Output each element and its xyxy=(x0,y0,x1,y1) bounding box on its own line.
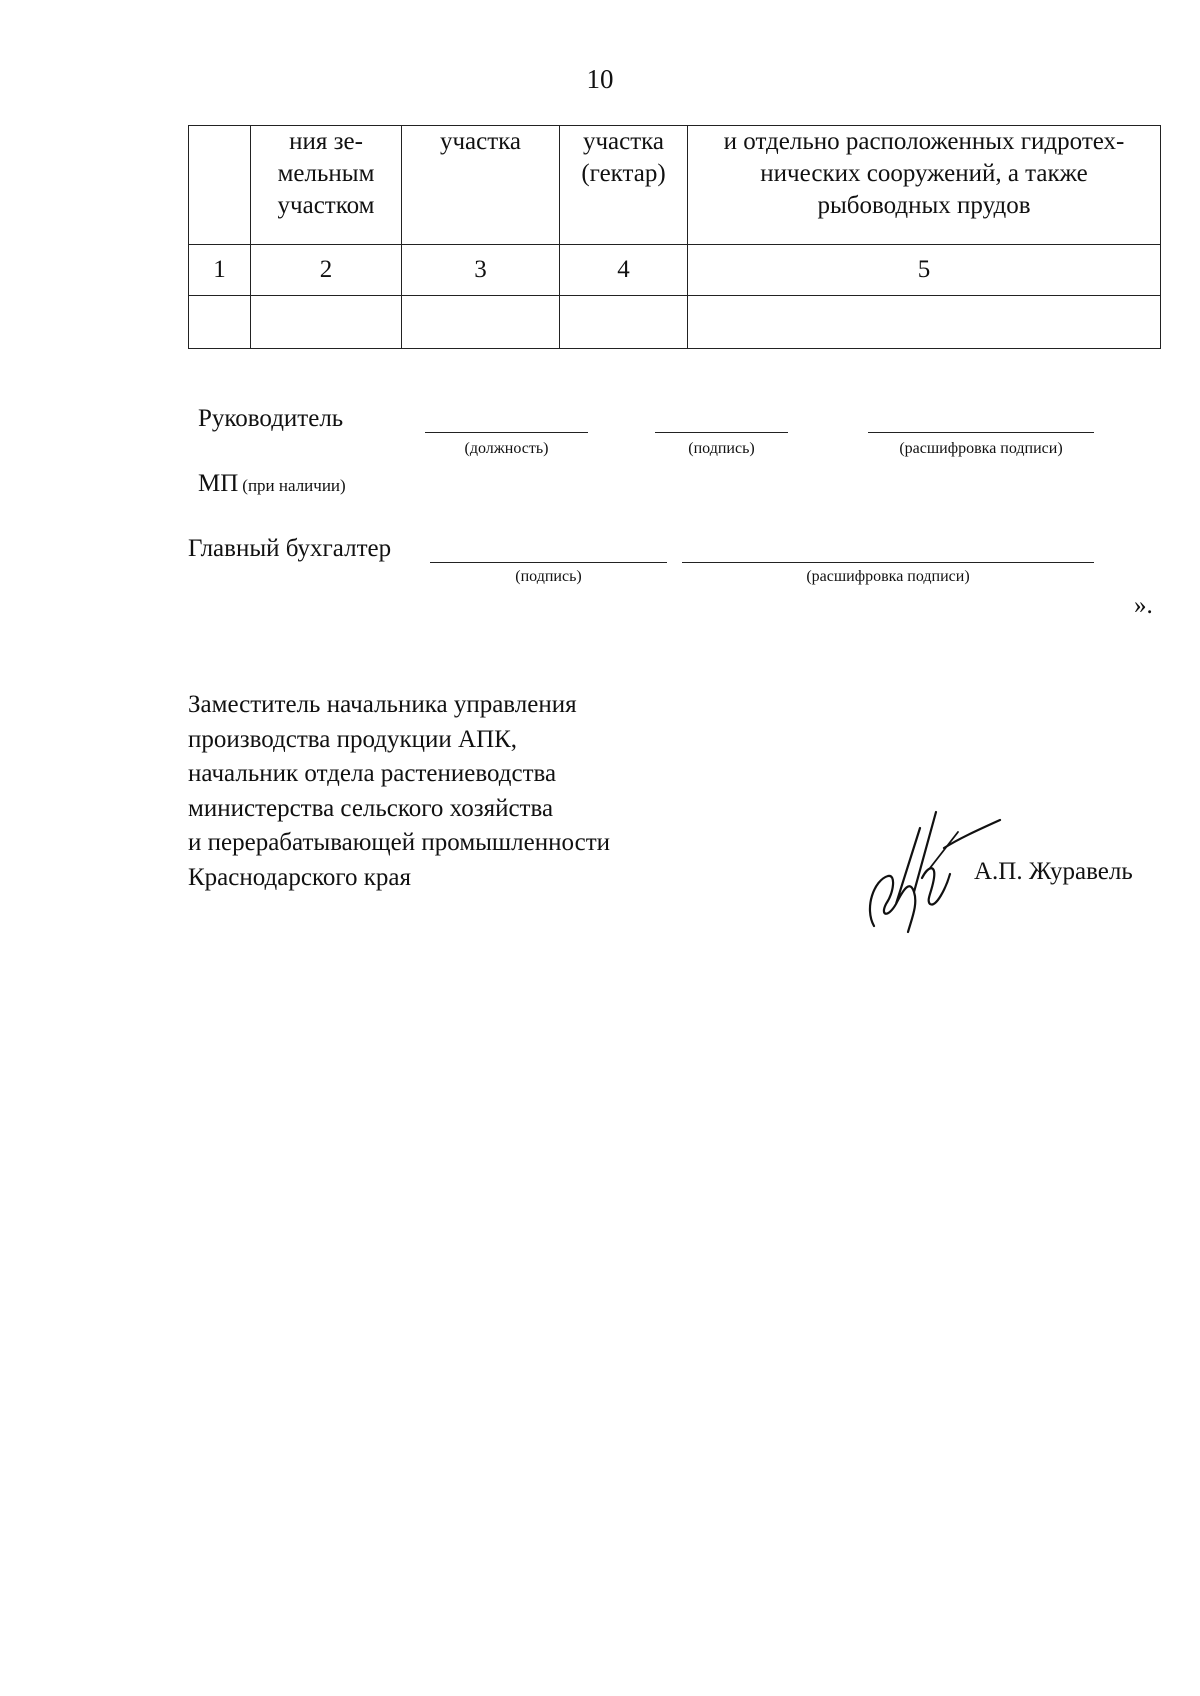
empty-data-row xyxy=(189,296,1161,349)
header-cell-3: участка xyxy=(402,126,560,245)
signer-name: А.П. Журавель xyxy=(974,858,1133,885)
accountant-decoding-caption: (расшифровка подписи) xyxy=(806,568,970,585)
page-number: 10 xyxy=(586,64,614,94)
column-number-5: 5 xyxy=(688,245,1161,296)
empty-cell[interactable] xyxy=(402,296,560,349)
column-number-3: 3 xyxy=(402,245,560,296)
signer-position-line: и перерабатывающей промышленности xyxy=(188,829,611,856)
data-table xyxy=(188,125,1161,349)
signer-position-block xyxy=(188,688,610,895)
accountant-signature-line[interactable] xyxy=(430,562,667,563)
table-header-row xyxy=(189,126,1161,245)
empty-cell[interactable] xyxy=(560,296,688,349)
chief-accountant-label: Главный бухгалтер xyxy=(188,535,392,562)
column-number-4: 4 xyxy=(560,245,688,296)
signer-position-line: министерства сельского хозяйства xyxy=(188,794,554,822)
signature-line[interactable] xyxy=(655,432,788,433)
signature-caption: (подпись) xyxy=(688,440,755,457)
signer-position-line: Заместитель начальника управления xyxy=(188,691,577,718)
header-cell-1 xyxy=(189,126,251,245)
header-cell-4: участка (гектар) xyxy=(560,126,688,245)
signer-position-line: начальник отдела растениеводства xyxy=(188,760,557,787)
signer-position-line: производства продукции АПК, xyxy=(188,725,518,753)
column-number-1: 1 xyxy=(189,245,251,296)
column-number-row xyxy=(189,245,1161,296)
empty-cell[interactable] xyxy=(189,296,251,349)
stamp-label: МП xyxy=(198,470,239,497)
position-caption: (должность) xyxy=(464,440,549,457)
empty-cell[interactable] xyxy=(251,296,402,349)
header-cell-2: ния зе- мельным участком xyxy=(251,126,402,245)
accountant-signature-caption: (подпись) xyxy=(515,568,582,585)
closing-quote: ». xyxy=(1134,592,1153,619)
empty-cell[interactable] xyxy=(688,296,1161,349)
decoding-line[interactable] xyxy=(868,432,1094,433)
accountant-decoding-line[interactable] xyxy=(682,562,1094,563)
signer-position-line: Краснодарского края xyxy=(188,863,411,891)
stamp-note: (при наличии) xyxy=(242,476,346,495)
column-number-2: 2 xyxy=(251,245,402,296)
head-label: Руководитель xyxy=(198,405,344,432)
decoding-caption: (расшифровка подписи) xyxy=(899,440,1063,457)
stamp-line xyxy=(198,470,346,498)
header-cell-5: и отдельно расположенных гидротех- нических сооружений, а также рыбоводных прудов xyxy=(688,126,1161,245)
position-line[interactable] xyxy=(425,432,588,433)
